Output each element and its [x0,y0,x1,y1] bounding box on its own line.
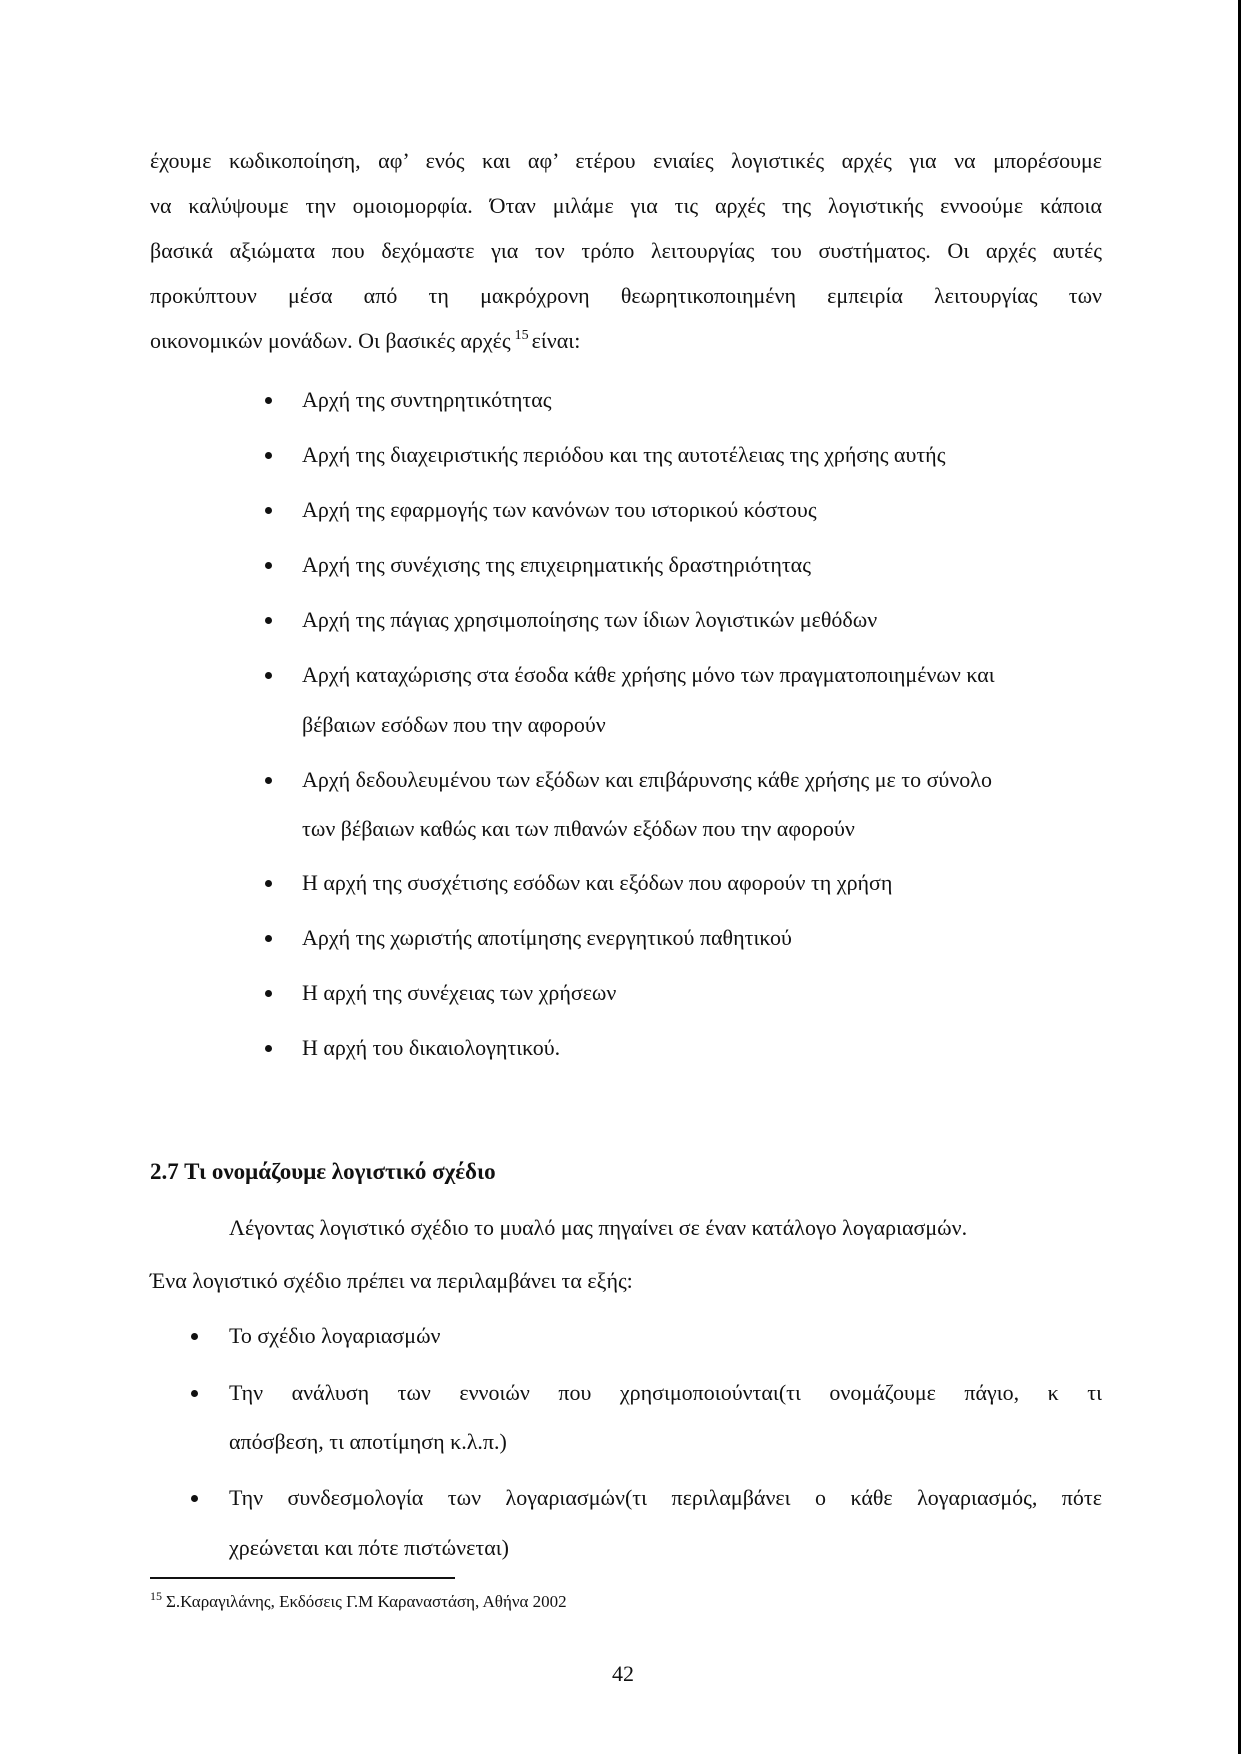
intro-line-4: προκύπτουν μέσα από τη μακρόχρονη θεωρητικοποιημένη εμπειρία λειτουργίας των [150,283,1102,308]
intro-line-2: να καλύψουμε την ομοιομορφία. Όταν μιλάμε για τις αρχές της λογιστικής εννοούμε κάποια [150,193,1102,218]
bullet-icon [265,990,272,997]
bullet-icon [265,562,272,569]
plan-item-2-line-2: απόσβεση, τι αποτίμηση κ.λ.π.) [229,1429,507,1454]
footnote-number: 15 [150,1589,162,1603]
bullet-icon [191,1333,198,1340]
principle-9: Αρχή της χωριστής αποτίμησης ενεργητικού παθητικού [302,925,792,950]
footnote-reference: 15 [514,328,529,343]
bullet-icon [265,397,272,404]
bullet-icon [265,617,272,624]
principle-6-line-2: βέβαιων εσόδων που την αφορούν [302,712,606,737]
footnote-separator [150,1577,455,1579]
principle-7-line-1: Αρχή δεδουλευμένου των εξόδων και επιβάρυνσης κάθε χρήσης με το σύνολο [302,767,992,792]
bullet-icon [265,880,272,887]
principle-11: Η αρχή του δικαιολογητικού. [302,1035,561,1060]
footnote [150,1589,567,1613]
principle-10: Η αρχή της συνέχειας των χρήσεων [302,980,617,1005]
section-lead: Ένα λογιστικό σχέδιο πρέπει να περιλαμβάνει τα εξής: [150,1268,633,1293]
principle-4: Αρχή της συνέχισης της επιχειρηματικής δραστηριότητας [302,552,811,577]
section-heading: 2.7 Τι ονομάζουμε λογιστικό σχέδιο [150,1159,496,1184]
intro-line-5-end: είναι: [531,328,581,353]
plan-item-1: Το σχέδιο λογαριασμών [229,1323,441,1348]
principle-3: Αρχή της εφαρμογής των κανόνων του ιστορικού κόστους [302,497,817,522]
intro-line-1: έχουμε κωδικοποίηση, αφ’ ενός και αφ’ ετέρου ενιαίες λογιστικές αρχές για να μπορέσουμε [150,148,1102,173]
footnote-text: Σ.Καραγιλάνης, Εκδόσεις Γ.Μ Καραναστάση, Αθήνα 2002 [166,1592,567,1611]
principle-1: Αρχή της συντηρητικότητας [302,387,552,412]
page-number: 42 [612,1661,634,1686]
plan-item-3-line-2: χρεώνεται και πότε πιστώνεται) [229,1535,509,1560]
bullet-icon [191,1495,198,1502]
principle-7-line-2: των βέβαιων καθώς και των πιθανών εξόδων που την αφορούν [302,816,855,841]
plan-item-3-line-1: Την συνδεσμολογία των λογαριασμών(τι περιλαμβάνει ο κάθε λογαριασμός, πότε [229,1485,1102,1510]
principle-5: Αρχή της πάγιας χρησιμοποίησης των ίδιων λογιστικών μεθόδων [302,607,878,632]
intro-line-3: βασικά αξιώματα που δεχόμαστε για τον τρόπο λειτουργίας του συστήματος. Οι αρχές αυτές [150,238,1102,263]
intro-line-5-text: οικονομικών μονάδων. Οι βασικές αρχές [150,328,511,353]
section-intro: Λέγοντας λογιστικό σχέδιο το μυαλό μας πηγαίνει σε έναν κατάλογο λογαριασμών. [229,1215,968,1240]
bullet-icon [265,507,272,514]
bullet-icon [265,777,272,784]
bullet-icon [265,935,272,942]
intro-line-5 [150,328,580,358]
principle-6-line-1: Αρχή καταχώρισης στα έσοδα κάθε χρήσης μόνο των πραγματοποιημένων και [302,662,995,687]
principle-8: Η αρχή της συσχέτισης εσόδων και εξόδων που αφορούν τη χρήση [302,870,893,895]
bullet-icon [265,452,272,459]
bullet-icon [265,672,272,679]
plan-item-2-line-1: Την ανάλυση των εννοιών που χρησιμοποιούνται(τι ονομάζουμε πάγιο, κ τι [229,1380,1102,1405]
bullet-icon [191,1390,198,1397]
bullet-icon [265,1045,272,1052]
principle-2: Αρχή της διαχειριστικής περιόδου και της αυτοτέλειας της χρήσης αυτής [302,442,946,467]
